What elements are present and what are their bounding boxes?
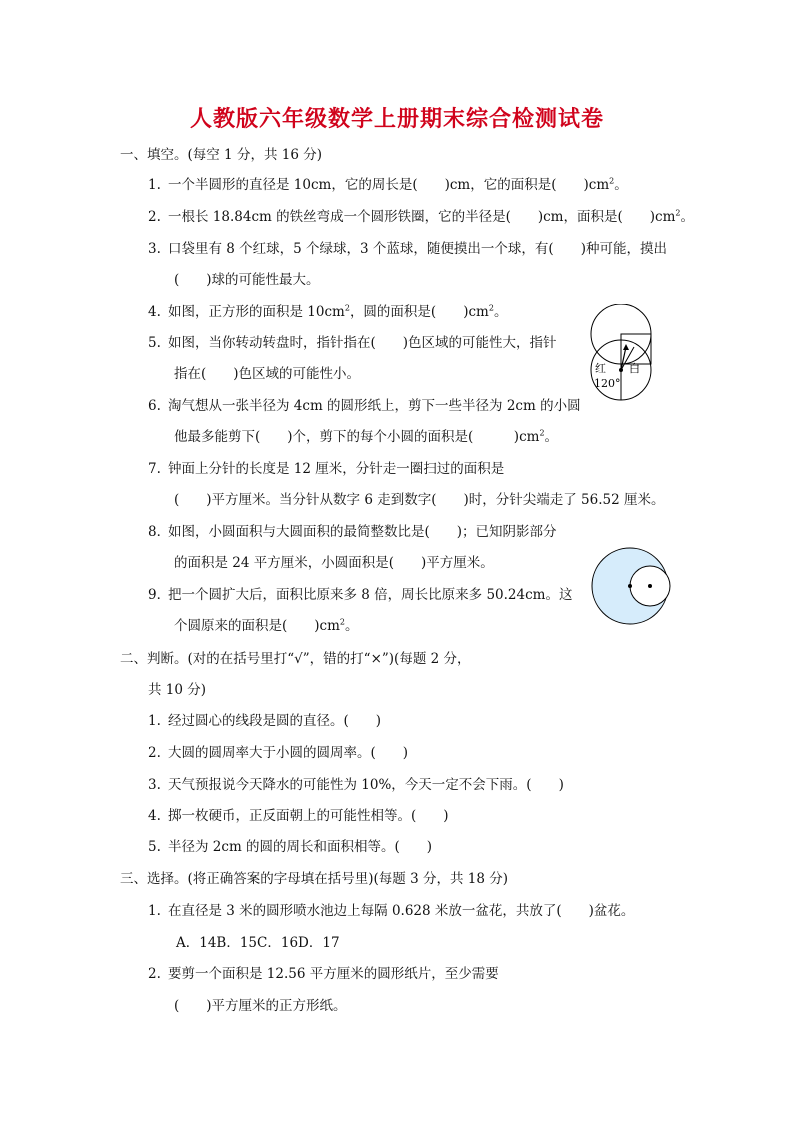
question-2-5 (148, 838, 432, 856)
spinner-angle-label: 120° (594, 377, 621, 390)
section3-heading: 三、选择。(将正确答案的字母填在括号里)(每题 3 分，共 18 分) (120, 871, 508, 887)
section2-heading-cont: 共 10 分) (148, 682, 207, 698)
question-number: 4. (148, 808, 161, 824)
question-text: 钟面上分针的长度是 12 厘米，分针走一圈扫过的面积是 (168, 461, 505, 477)
small-circle-center (648, 584, 652, 588)
question-text: 经过圆心的线段是圆的直径。( ) (168, 713, 382, 729)
question-number: 8． (148, 524, 171, 540)
question-number: 2. (148, 209, 161, 225)
question-number: 5. (148, 839, 161, 855)
question-text: 如图，当你转动转盘时，指针指在( )色区域的可能性大，指针 (168, 335, 557, 351)
question-2-4 (148, 807, 449, 825)
question-number: 1. (148, 903, 161, 919)
question-text: 如图，小圆面积与大圆面积的最简整数比是( )；已知阴影部分 (168, 524, 557, 540)
pointer-arrow-icon (623, 344, 629, 350)
question-1-5 (148, 334, 557, 352)
question-1-8-cont: 的面积是 24 平方厘米，小圆面积是( )平方厘米。 (174, 555, 494, 571)
spinner-white-label: 白 (629, 362, 640, 375)
question-text: 口袋里有 8 个红球，5 个绿球，3 个蓝球，随便摸出一个球，有( )种可能，摸出 (168, 241, 667, 257)
section2-heading: 二、判断。(对的在括号里打“√”，错的打“×”)(每题 2 分， (120, 651, 471, 667)
question-1-7 (148, 460, 504, 478)
spinner-red-label: 红 (595, 362, 606, 375)
question-1-3 (148, 240, 667, 258)
question-3-2-cont: ( )平方厘米的正方形纸。 (174, 998, 347, 1014)
question-1-3-cont: ( )球的可能性最大。 (174, 272, 320, 288)
question-text: 在直径是 3 米的圆形喷水池边上每隔 0.628 米放一盆花，共放了( )盆花。 (168, 903, 635, 919)
question-number: 6. (148, 398, 161, 414)
circles-figure (590, 546, 672, 628)
question-text: 一个半圆形的直径是 10cm，它的周长是( )cm，它的面积是( )$cm^2$。 (168, 176, 628, 193)
big-circle-center (628, 584, 632, 588)
question-number: 2. (148, 745, 161, 761)
question-number: 9． (148, 587, 171, 603)
question-1-4 (148, 303, 507, 321)
question-1-7-cont: ( )平方厘米。当分针从数字 6 走到数字( )时，分针尖端走了 56.52 厘米。 (174, 492, 665, 508)
question-1-1 (148, 176, 628, 194)
question-1-6-cont: 他最多能剪下( )个，剪下的每个小圆的面积是( )$cm^2$。 (174, 428, 559, 445)
question-2-2 (148, 744, 408, 762)
question-text: 要剪一个面积是 12.56 平方厘米的圆形纸片，至少需要 (168, 966, 499, 982)
section1-heading: 一、填空。(每空 1 分，共 16 分) (120, 147, 322, 163)
question-text: 淘气想从一张半径为 4cm 的圆形纸上，剪下一些半径为 2cm 的小圆 (168, 398, 581, 414)
question-1-2 (148, 208, 694, 226)
question-1-8 (148, 523, 557, 541)
question-number: 4. (148, 304, 161, 320)
question-text: 如图，正方形的面积是 $10cm^2$，圆的面积是( )$cm^2$。 (168, 303, 508, 320)
question-text: 掷一枚硬币，正反面朝上的可能性相等。( ) (168, 808, 449, 824)
question-text: 天气预报说今天降水的可能性为 10%，今天一定不会下雨。( ) (168, 777, 564, 793)
question-text: 把一个圆扩大后，面积比原来多 8 倍，周长比原来多 50.24cm。这 (168, 587, 573, 603)
spinner-figure (586, 304, 660, 404)
question-text: 半径为 2cm 的圆的周长和面积相等。( ) (168, 839, 433, 855)
question-2-1 (148, 712, 381, 730)
question-1-5-cont: 指在( )色区域的可能性小。 (174, 366, 361, 382)
question-1-9 (148, 586, 572, 604)
question-2-3 (148, 776, 564, 794)
question-number: 7. (148, 461, 161, 477)
spinner-center (619, 368, 623, 372)
question-1-6 (148, 397, 581, 415)
question-3-1 (148, 902, 634, 920)
question-text: 大圆的圆周率大于小圆的圆周率。( ) (168, 745, 409, 761)
question-1-9-cont: 个圆原来的面积是( )$cm^2$。 (174, 617, 359, 634)
question-text: 一根长 18.84cm 的铁丝弯成一个圆形铁圈，它的半径是( )cm，面积是( )$cm^2$。 (168, 208, 694, 225)
question-number: 2. (148, 966, 161, 982)
question-number: 5. (148, 335, 161, 351)
question-number: 3. (148, 777, 161, 793)
question-number: 1. (148, 177, 161, 193)
page-title: 人教版六年级数学上册期末综合检测试卷 (189, 107, 604, 132)
question-3-2 (148, 965, 499, 983)
question-number: 1. (148, 713, 161, 729)
question-number: 3. (148, 241, 161, 257)
question-3-1-options: A．14B．15C．16D．17 (176, 935, 340, 951)
